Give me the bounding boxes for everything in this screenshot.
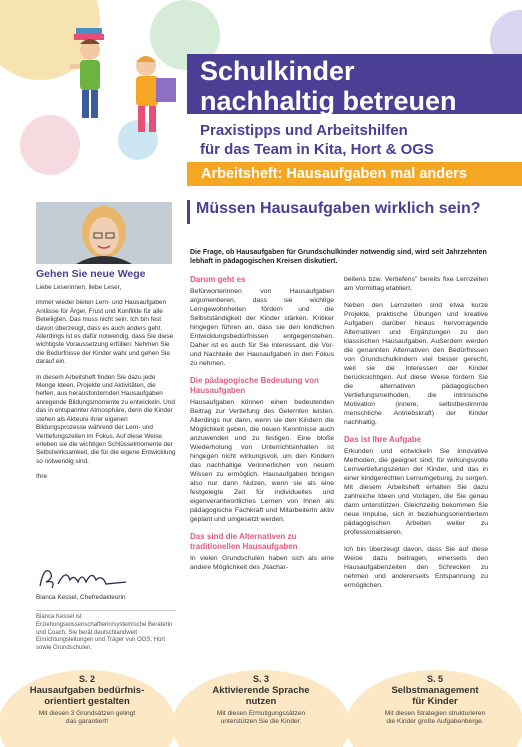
article-intro: Die Frage, ob Hausaufgaben für Grundschulkinder notwendig sind, wird seit Jahrzehnten lebhaft in pädagogischen Kreisen diskutiert. bbox=[190, 249, 487, 265]
article-column-1 bbox=[190, 275, 334, 580]
section-text: beitens bzw. Vertiefens" bereits fixe Lernzeiten am Vormittag etabliert. bbox=[344, 276, 488, 292]
teaser-card[interactable] bbox=[346, 670, 522, 747]
kids-illustration bbox=[60, 20, 200, 160]
signature-name: Bianca Kessel, Chefredakteurin bbox=[36, 594, 126, 601]
section-text: In vielen Grundschulen haben sich als eine andere Möglichkeit des „Nachar- bbox=[190, 555, 334, 571]
section-text: Erkunden und entwickeln Sie innovative Methoden, die geeignet sind, für wirkungsvolle Lernvertiefungszeiten der Kinder, und das in einer kindgerechten Lernumgebung, zu sorgen. Mit diesem Arbeitsheft erhalten Sie dazu zahlreiche Ideen und Vorlagen, die Sie genau darin unterstützen. Gleichzeitig bekommen Sie neue Impulse, sich in beziehungsorientiertem pädagogischen Arbeiten weiter zu professionalisieren. bbox=[344, 448, 488, 536]
signature-image bbox=[36, 562, 136, 592]
section-text: Ich bin überzeugt davon, dass Sie auf diese Weise dazu beitragen, einerseits den Hausaufgabenzeiten den Schrecken zu nehmen und andererseits Entspannung zu ermöglichen. bbox=[344, 546, 488, 589]
article-column-2 bbox=[344, 275, 488, 598]
article-title: Müssen Hausaufgaben wirklich sein? bbox=[196, 200, 481, 217]
teaser-page: S. 5 bbox=[426, 674, 443, 684]
teaser-title: Hausaufgaben bedürfnis- orientiert gestalten bbox=[29, 685, 145, 707]
teaser-card[interactable] bbox=[0, 670, 176, 747]
author-photo bbox=[36, 202, 172, 264]
section-heading: Die pädagogische Bedeutung von Hausaufgaben bbox=[190, 376, 319, 395]
editorial-text bbox=[36, 284, 176, 482]
title-accent bbox=[187, 200, 190, 224]
editorial-heading: Gehen Sie neue Wege bbox=[36, 268, 146, 280]
teaser-description: Mit diesen Ermutigungssätzen unterstützen Sie die Kinder. bbox=[216, 710, 306, 726]
header bbox=[0, 0, 522, 190]
teaser-description: Mit diesen Strategien strukturieren die Kinder große Aufgabenberge. bbox=[384, 710, 486, 726]
teaser-card[interactable] bbox=[172, 670, 350, 747]
section-heading: Das ist Ihre Aufgabe bbox=[344, 435, 422, 444]
author-portrait-image bbox=[36, 202, 172, 264]
teasers bbox=[0, 670, 522, 747]
editorial-paragraph: In diesem Arbeitsheft finden Sie dazu jede Menge Ideen, Projekte und Aktivitäten, die helfen, aus herausfordernden Hausaufgaben anregende Bildungsmomente zu entwickeln. Und das in entspannter Atmosphäre, denn die Kinder stehen als Akteure ihrer eigenen Bildungsprozesse während der Lern- und Vertiefungszeiten im Fokus. Auf diese Weise erleben sie die wichtigen Schlüsselmomente der Selbstwirksamkeit, die für die eigene Entwicklung so notwendig sind. bbox=[36, 373, 176, 465]
section-heading: Das sind die Alternativen zu traditionellen Hausaufgaben bbox=[190, 532, 298, 551]
section-text: Hausaufgaben können einen bedeutenden Beitrag zur Vertiefung des Gelernten leisten. Allerdings nur dann, wenn sie den Kindern die Möglichkeit geben, die neuen Kenntnisse auch anzuwenden und zu festigen. Eine bloße Wiederholung von Unterrichtsinhalten ist hingegen nicht wirkungsvoll, um den Kindern das nachhaltige Verinnerlichen von neuem Wissen zu ermöglich. Hausaufgaben bringen also nur dann Nutzen, wenn sie als eine festgelegte Zeit für individuelles und eigenverantwortliches Lernen von Ihnen als pädagogische Fachkraft und MitarbeiterIn aktiv geplant und umgesetzt werden. bbox=[190, 399, 334, 523]
teaser-title: Aktivierende Sprache nutzen bbox=[212, 685, 310, 707]
issue-banner: Arbeitsheft: Hausaufgaben mal anders bbox=[187, 162, 522, 186]
page-subtitle: Praxistipps und Arbeitshilfen für das Team in Kita, Hort & OGS bbox=[200, 122, 434, 158]
author-bio: Bianca Kessel ist Erziehungswissenschaftlerin/systemische Beraterin und Coach. Sie berät deutschlandweit Einrichtungsleitungen und Träger von OGS, Hort sowie Grundschulen. bbox=[36, 610, 176, 653]
editorial-paragraph: immer wieder bieten Lern- und Hausaufgaben Anlässe für Ärger, Frust und Konflikte für alle Beteiligten. Das muss nicht sein. Ich bin fest davon überzeugt, dass es auch anders geht. Allerdings ist es dafür notwendig, dass Sie diese wichtigste Voraussetzung erfüllen: Nehmen Sie die Bedürfnisse der Kinder wahr und gehen Sie darauf ein. bbox=[36, 299, 174, 366]
teaser-description: Mit diesen 3 Grundsätzen gelingt das garantiert! bbox=[38, 710, 136, 726]
editorial-paragraph: Ihre bbox=[36, 473, 48, 481]
section-heading: Darum geht es bbox=[190, 275, 246, 284]
section-text: Neben den Lernzeiten sind etwa kurze Projekte, praktische Übungen und kreative Aufgaben darüber hinaus hervorragende Alternativen und Ergänzungen zu den klassischen Hausaufgaben. Außerdem werden die genannten Alternativen den Bedürfnissen von Grundschulkindern viel besser gerecht, weil sie die Interessen der Kinder berücksichtigen. Auf diese Weise fördern Sie die alternativen pädagogischen Vertiefungsmethoden, die intrinsische Motivation (innere, selbstbestimmte menschliche Antriebskraft) der Kinder nachhaltig. bbox=[344, 302, 488, 426]
teaser-page: S. 2 bbox=[78, 674, 95, 684]
teaser-page: S. 3 bbox=[252, 674, 269, 684]
editorial bbox=[36, 268, 176, 489]
section-text: Befürworterinnen von Hausaufgaben argumentieren, dass sie wichtige Lerngewohnheiten fördern und die Selbstständigkeit der Kinder stärken. Kritiker hingegen führen an, dass sie den kindlichen Entwicklungsbedürfnissen entgegenstehen. Daher ist es auch für Sie interessant, die Vor- und Nachteile der Hausaufgaben in den Fokus zu nehmen. bbox=[190, 288, 334, 367]
editorial-paragraph: Liebe Leserinnen, liebe Leser, bbox=[36, 284, 122, 291]
teaser-title: Selbstmanagement für Kinder bbox=[391, 685, 479, 707]
page-title: Schulkinder nachhaltig betreuen bbox=[200, 56, 457, 116]
